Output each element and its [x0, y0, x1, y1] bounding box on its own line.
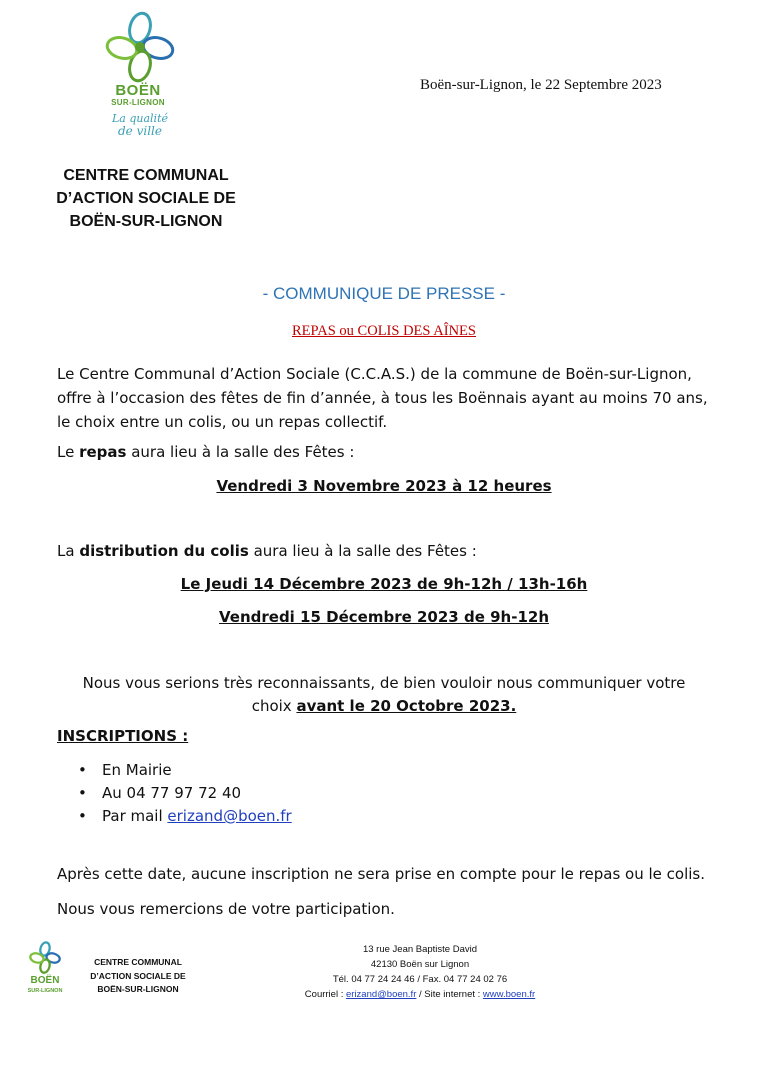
footer-org-line: CENTRE COMMUNAL	[94, 957, 182, 967]
footer-phone: Tél. 04 77 24 24 46 / Fax. 04 77 24 02 76	[332, 974, 508, 985]
closing-line-2: Nous vous remercions de votre participation.	[57, 900, 395, 918]
clover-logo-icon	[100, 8, 180, 88]
footer-org-line: BOËN-SUR-LIGNON	[97, 984, 179, 994]
request-deadline: avant le 20 Octobre 2023.	[296, 697, 517, 715]
email-link[interactable]: erizand@boen.fr	[167, 807, 292, 825]
intro-line: le choix entre un colis, ou un repas collectif.	[57, 413, 388, 431]
closing-line-1: Après cette date, aucune inscription ne sera prise en compte pour le repas ou le colis.	[57, 865, 705, 883]
footer-address	[240, 942, 600, 1002]
intro-line: offre à l’occasion des fêtes de fin d’année, à tous les Boënnais ayant au moins 70 ans,	[57, 389, 708, 407]
request-line-2	[0, 694, 768, 718]
subject-text: REPAS ou COLIS DES AÎNES	[292, 323, 476, 339]
footer-mail-label: Courriel :	[304, 989, 346, 1000]
subject-heading	[0, 323, 768, 340]
org-line: BOËN-SUR-LIGNON	[69, 213, 223, 230]
logo-tagline-1: La qualité	[112, 112, 169, 125]
org-line: D’ACTION SOCIALE DE	[56, 190, 236, 207]
meal-suffix: aura lieu à la salle des Fêtes :	[126, 443, 355, 461]
footer-logo-subname: SUR-LIGNON	[27, 988, 63, 994]
parcel-prefix: La	[57, 542, 80, 560]
parcel-date-2: Vendredi 15 Décembre 2023 de 9h-12h	[219, 608, 549, 626]
logo-name: BOËN	[115, 82, 161, 99]
parcel-bold: distribution du colis	[79, 542, 249, 560]
footer-website-link[interactable]: www.boen.fr	[482, 989, 536, 1000]
intro-line: Le Centre Communal d’Action Sociale (C.C.A.S.) de la commune de Boën-sur-Lignon,	[57, 365, 692, 383]
footer-logo-name: BOËN	[30, 975, 60, 986]
clover-logo-icon	[22, 940, 68, 976]
organization-title	[30, 164, 262, 233]
meal-date: Vendredi 3 Novembre 2023 à 12 heures	[216, 477, 552, 495]
footer-org-line: D’ACTION SOCIALE DE	[90, 970, 186, 981]
footer-site-label: / Site internet :	[416, 989, 483, 1000]
org-line: CENTRE COMMUNAL	[63, 167, 229, 184]
inscriptions-title: INSCRIPTIONS :	[57, 727, 189, 745]
list-item	[76, 805, 292, 828]
logo-subname: SUR-LIGNON	[111, 98, 165, 107]
meal-prefix: Le	[57, 443, 80, 461]
intro-paragraph	[57, 362, 717, 434]
footer-contact	[240, 987, 600, 1002]
footer-email-link[interactable]: erizand@boen.fr	[345, 989, 417, 1000]
parcel-announcement	[57, 539, 477, 563]
meal-bold: repas	[79, 443, 127, 461]
meal-announcement	[57, 440, 354, 464]
press-release-title: - COMMUNIQUE DE PRESSE -	[262, 284, 506, 303]
request-line-1: Nous vous serions très reconnaissants, de bien vouloir nous communiquer votre	[82, 674, 686, 692]
footer-organization	[82, 956, 194, 997]
parcel-date-1: Le Jeudi 14 Décembre 2023 de 9h-12h / 13h-16h	[180, 575, 588, 593]
list-item: • En Mairie	[76, 759, 292, 782]
logo-tagline-2: de ville	[118, 124, 162, 138]
footer-city: 42130 Boën sur Lignon	[370, 959, 470, 970]
list-item: • Au 04 77 97 72 40	[76, 782, 292, 805]
parcel-suffix: aura lieu à la salle des Fêtes :	[248, 542, 477, 560]
footer-street: 13 rue Jean Baptiste David	[362, 944, 478, 955]
mail-prefix: Par mail	[102, 807, 168, 825]
inscriptions-list	[76, 759, 292, 828]
request-prefix: choix	[251, 697, 297, 715]
date-line: Boën-sur-Lignon, le 22 Septembre 2023	[420, 77, 662, 93]
